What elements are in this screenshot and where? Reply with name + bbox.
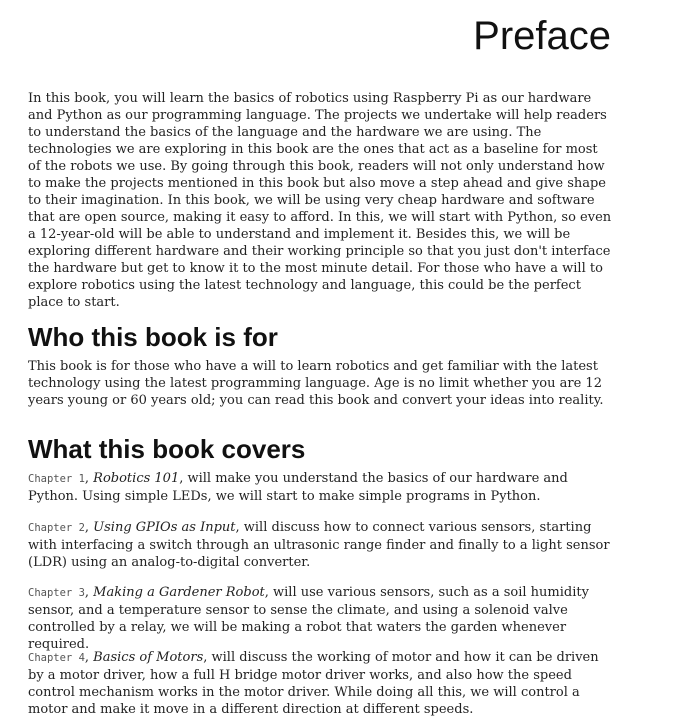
page-title: Preface [473, 14, 611, 58]
who-paragraph: This book is for those who have a will to learn robotics and get familiar with the latest technology using the latest programming language. Age is no limit whether you are 12 years young or 60 years old; you can read this book and convert your ideas into reality. [28, 359, 604, 408]
chapter-ref: Chapter 2 [28, 522, 85, 534]
chapter-title: Robotics 101 [93, 471, 180, 486]
chapter-title: Using GPIOs as Input [93, 520, 236, 535]
chapter-entry: Chapter 2, Using GPIOs as Input, will discuss how to connect various sensors, starting with interfacing a switch through an ultrasonic range finder and finally to a light sensor (LDR) using an analog-to-digital converter. [28, 520, 610, 570]
intro-paragraph: In this book, you will learn the basics of robotics using Raspberry Pi as our hardware and Python as our programming language. The projects we undertake will help readers to understand the basics of the language and the hardware we are using. The technologies we are exploring in this book are the ones that act as a baseline for most of the robots we use. By going through this book, readers will not only understand how to make the projects mentioned in this book but also move a step ahead and give shape to their imagination. In this book, we will be using very cheap hardware and software that are open source, making it easy to afford. In this, we will start with Python, so even a 12-year-old will be able to understand and implement it. Besides this, we will be exploring different hardware and their working principle so that you just don't interface the hardware but get to know it to the most minute detail. For those who have a will to explore robotics using the latest technology and language, this could be the perfect place to start. [28, 91, 612, 310]
chapter-ref: Chapter 1 [28, 473, 85, 485]
chapter-description: , will make you understand the basics of our hardware and Python. Using simple LEDs, we will start to make simple programs in Python. [28, 471, 568, 504]
chapter-ref: Chapter 4 [28, 652, 85, 664]
section-heading-what: What this book covers [28, 434, 306, 464]
chapter-entry: Chapter 4, Basics of Motors, will discuss the working of motor and how it can be driven by a motor driver, how a full H bridge motor driver works, and also how the speed control mechanism works in the motor driver. While doing all this, we will control a motor and make it move in a different direction at different speeds. [28, 650, 599, 717]
chapter-title: Basics of Motors [93, 650, 204, 665]
chapter-ref: Chapter 3 [28, 587, 85, 599]
chapter-description: , will use various sensors, such as a soil humidity sensor, and a temperature sensor to sense the climate, and using a solenoid valve controlled by a relay, we will be making a robot that waters the garden whenever required. [28, 585, 589, 652]
chapter-description: , will discuss the working of motor and how it can be driven by a motor driver, how a full H bridge motor driver works, and also how the speed control mechanism works in the motor driver. While doing all this, we will control a motor and make it move in a different direction at different speeds. [28, 650, 599, 717]
chapter-title: Making a Gardener Robot [93, 585, 265, 600]
section-heading-who: Who this book is for [28, 322, 278, 352]
chapter-entry: Chapter 1, Robotics 101, will make you understand the basics of our hardware and Python. Using simple LEDs, we will start to make simple programs in Python. [28, 471, 568, 504]
chapter-description: , will discuss how to connect various sensors, starting with interfacing a switch through an ultrasonic range finder and finally to a light sensor (LDR) using an analog-to-digital converter. [28, 520, 610, 570]
chapter-entry: Chapter 3, Making a Gardener Robot, will use various sensors, such as a soil humidity sensor, and a temperature sensor to sense the climate, and using a solenoid valve controlled by a relay, we will be making a robot that waters the garden whenever required. [28, 585, 589, 652]
